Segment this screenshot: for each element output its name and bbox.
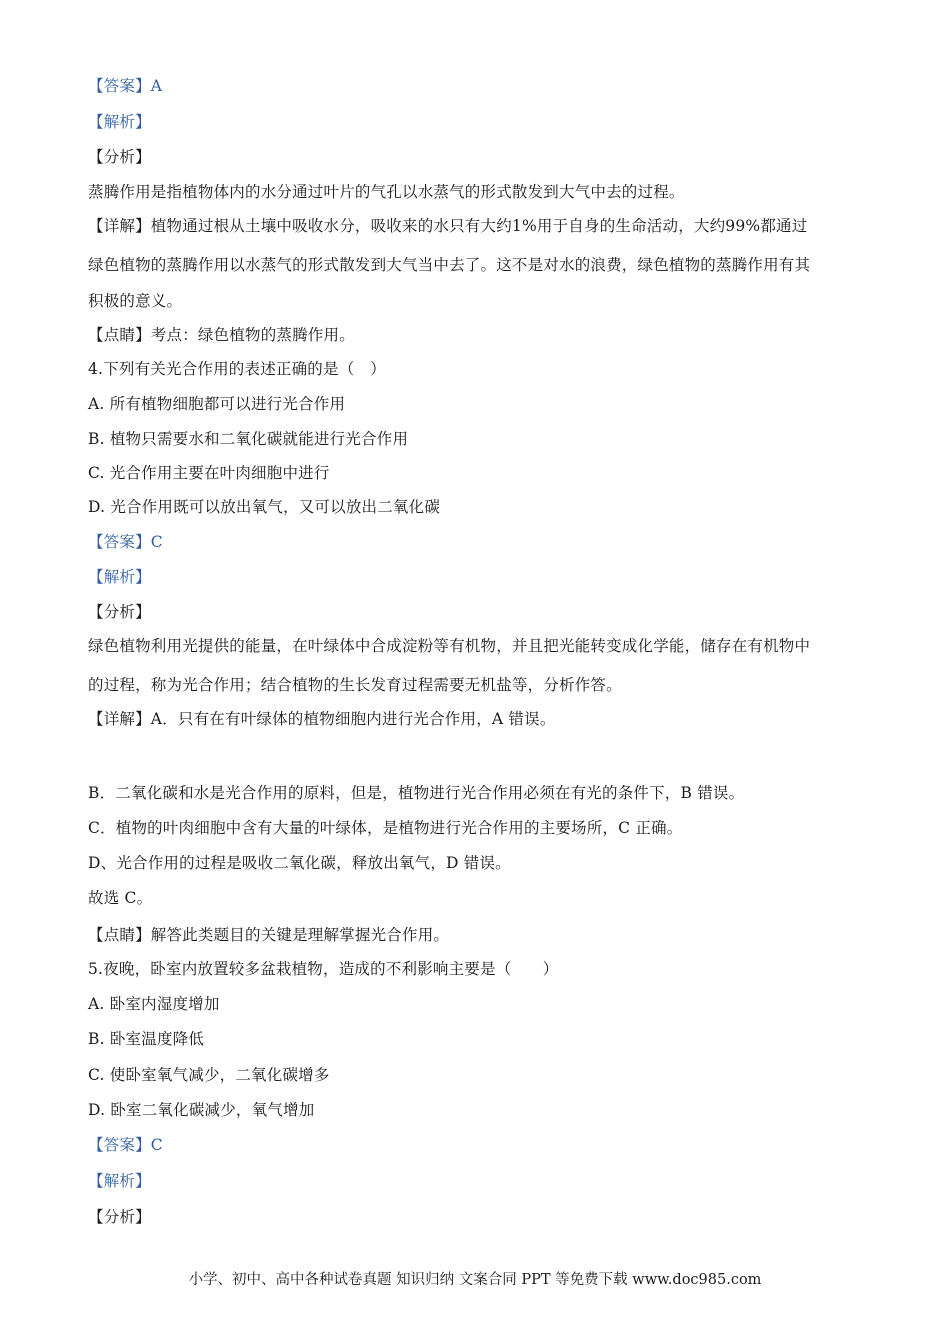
text-line: 的过程，称为光合作用；结合植物的生长发育过程需要无机盐等，分析作答。 [88,676,622,694]
text-line: B．二氧化碳和水是光合作用的原料，但是，植物进行光合作用必须在有光的条件下，B 错误。 [88,784,745,802]
text-line: 绿色植物利用光提供的能量，在叶绿体中合成淀粉等有机物，并且把光能转变成化学能，储存在有机物中 [88,637,811,655]
text-line: 故选 C。 [88,889,153,907]
text-line: 5.夜晚，卧室内放置较多盆栽植物，造成的不利影响主要是（ ） [88,960,559,978]
text-line: 【分析】 [88,148,151,166]
text-line: 【答案】C [88,533,163,551]
text-line: 【分析】 [88,1208,151,1226]
text-line: 【答案】C [88,1136,163,1154]
text-line: 【点睛】解答此类题目的关键是理解掌握光合作用。 [88,926,450,944]
text-line: C. 光合作用主要在叶肉细胞中进行 [88,464,330,482]
text-line: 【详解】A．只有在有叶绿体的植物细胞内进行光合作用，A 错误。 [88,710,556,728]
text-line: 【解析】 [88,113,151,131]
text-line: 绿色植物的蒸腾作用以水蒸气的形式散发到大气当中去了。这不是对水的浪费，绿色植物的蒸腾作用有其 [88,256,811,274]
text-line: C. 使卧室氧气减少，二氧化碳增多 [88,1066,330,1084]
text-line: 【分析】 [88,603,151,621]
text-line: A. 所有植物细胞都可以进行光合作用 [88,395,346,413]
text-line: 【解析】 [88,1172,151,1190]
text-line: B. 植物只需要水和二氧化碳就能进行光合作用 [88,430,409,448]
text-line: C．植物的叶肉细胞中含有大量的叶绿体，是植物进行光合作用的主要场所，C 正确。 [88,819,683,837]
text-line: D. 光合作用既可以放出氧气，又可以放出二氧化碳 [88,498,441,516]
text-line: B. 卧室温度降低 [88,1030,205,1048]
text-line: D. 卧室二氧化碳减少，氧气增加 [88,1101,315,1119]
text-line: 蒸腾作用是指植物体内的水分通过叶片的气孔以水蒸气的形式散发到大气中去的过程。 [88,183,685,201]
text-line: D、光合作用的过程是吸收二氧化碳，释放出氧气，D 错误。 [88,854,511,872]
text-line: A. 卧室内湿度增加 [88,995,220,1013]
page-footer: 小学、初中、高中各种试卷真题 知识归纳 文案合同 PPT 等免费下载 www.doc985.com [188,1272,762,1288]
text-line: 【解析】 [88,568,151,586]
text-line: 【点睛】考点：绿色植物的蒸腾作用。 [88,326,355,344]
text-line: 【详解】植物通过根从土壤中吸收水分，吸收来的水只有大约1%用于自身的生命活动，大约99%都通过 [88,217,808,235]
text-line: 【答案】A [88,77,163,95]
text-line: 积极的意义。 [88,292,183,310]
text-line: 4.下列有关光合作用的表述正确的是（ ） [88,360,386,378]
